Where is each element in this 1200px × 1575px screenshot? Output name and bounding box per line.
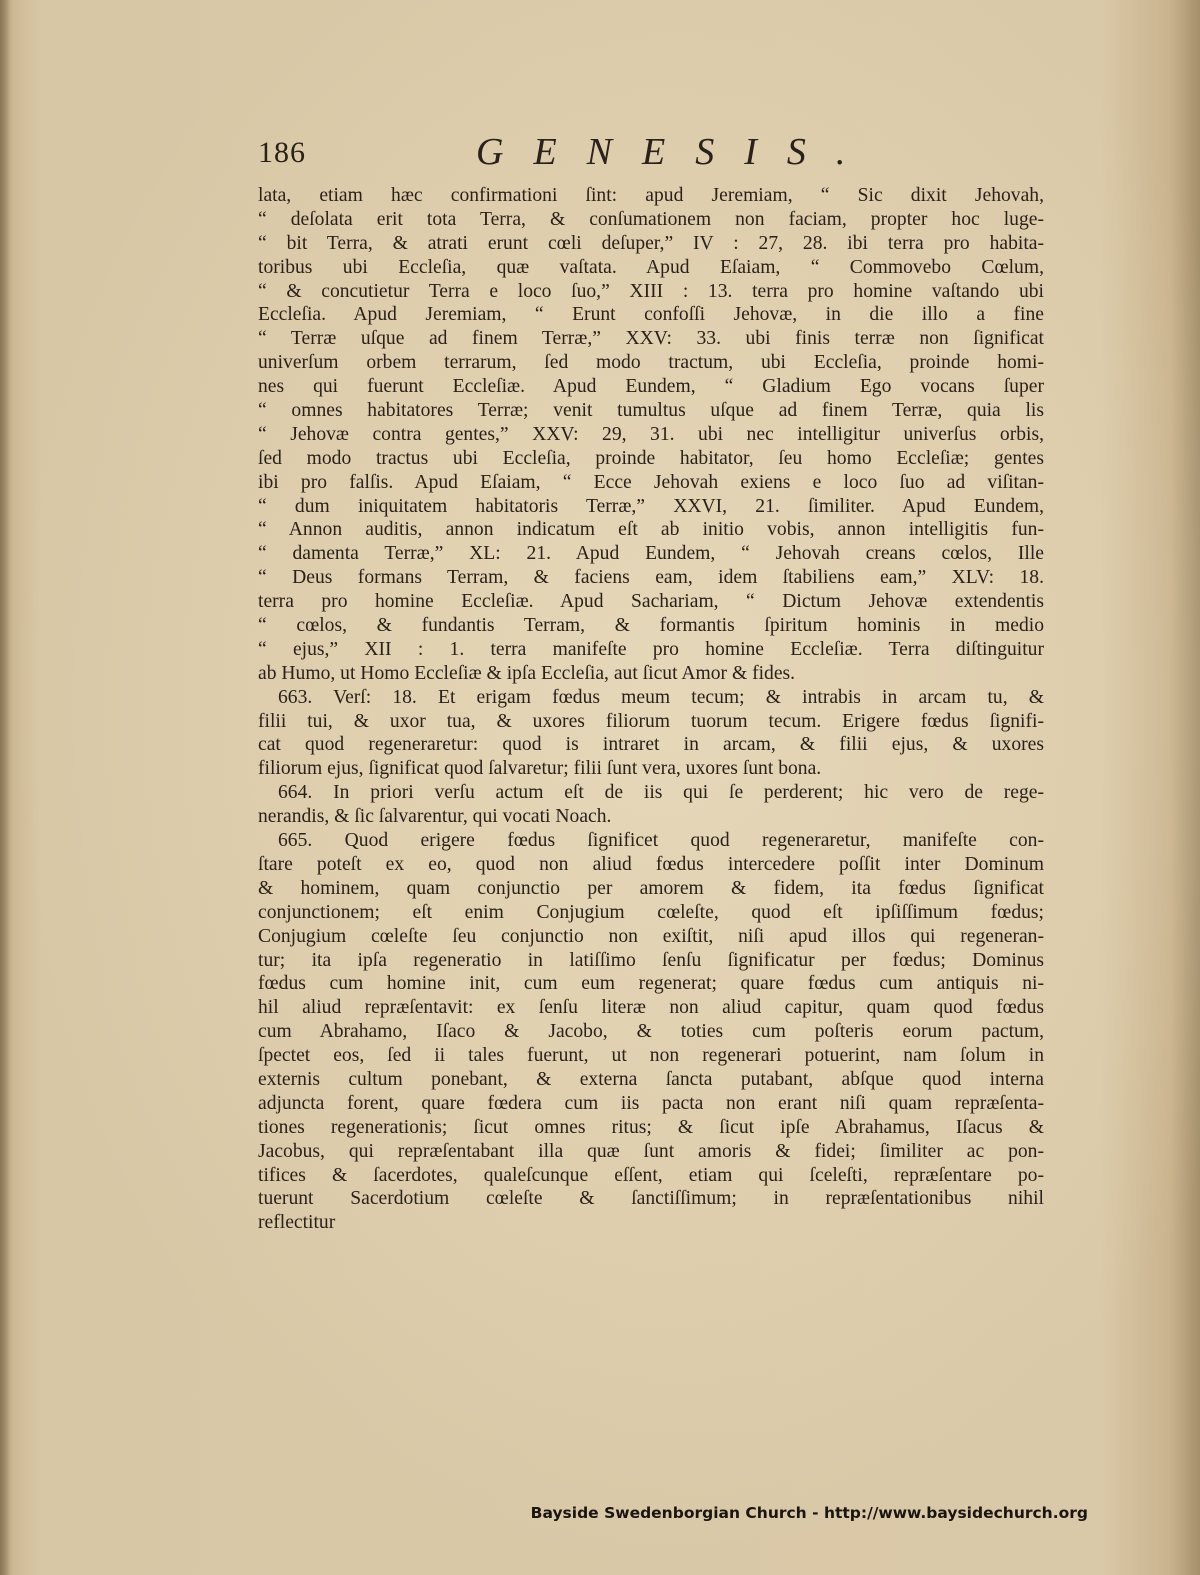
text-line: cum Abrahamo, Iſaco & Jacobo, & toties cum poſteris eorum pactum, (258, 1021, 1044, 1043)
text-line: nes qui fuerunt Eccleſiæ. Apud Eundem, “ Gladium Ego vocans ſuper (258, 376, 1044, 398)
catchword (258, 1235, 1044, 1259)
text-line: “ omnes habitatores Terræ; venit tumultus uſque ad finem Terræ, quia lis (258, 400, 1044, 422)
running-title: GENESIS. (476, 131, 876, 173)
text-line: univerſum orbem terrarum, ſed modo tractum, ubi Eccleſia, proinde homi- (258, 352, 1044, 374)
text-line: reflectitur (258, 1212, 336, 1234)
text-line: cat quod regeneraretur: quod is intraret in arcam, & filii ejus, & uxores (258, 734, 1044, 756)
text-line: terra pro homine Eccleſiæ. Apud Sachariam, “ Dictum Jehovæ extendentis (258, 591, 1044, 613)
text-line: Conjugium cœleſte ſeu conjunctio non exiſtit, niſi apud illos qui regeneran- (258, 925, 1044, 947)
text-line: ſed modo tractus ubi Eccleſia, proinde habitator, ſeu homo Eccleſiæ; gentes (258, 447, 1044, 469)
text-line: 664. In priori verſu actum eſt de iis qui ſe perderent; hic vero de rege- (278, 782, 1044, 804)
text-line: hil aliud repræſentavit: ex ſenſu literæ non aliud capitur, quam quod fœdus (258, 997, 1044, 1019)
text-line: fœdus cum homine init, cum eum regenerat; quare fœdus cum antiquis ni- (258, 973, 1044, 995)
text-line: adjuncta forent, quare fœdera cum iis pacta non erant niſi quam repræſenta- (258, 1092, 1044, 1114)
text-line: lata, etiam hæc confirmationi ſint: apud Jeremiam, “ Sic dixit Jehovah, (258, 185, 1044, 206)
text-line: tuerunt Sacerdotium cœleſte & ſanctiſſimum; in repræſentationibus nihil (258, 1188, 1044, 1210)
text-line: “ ejus,” XII : 1. terra manifeſte pro homine Eccleſiæ. Terra diſtinguitur (258, 638, 1044, 660)
text-line: “ Terræ uſque ad finem Terræ,” XXV: 33. ubi finis terræ non ſignificat (258, 328, 1044, 350)
text-line: tiones regenerationis; ſicut omnes ritus; & ſicut ipſe Abrahamus, Iſacus & (258, 1116, 1044, 1138)
text-line: & hominem, quam conjunctio per amorem & fidem, ita fœdus ſignificat (258, 877, 1044, 899)
text-line: tur; ita ipſa regeneratio in latiſſimo ſenſu ſignificatur per fœdus; Dominus (258, 949, 1044, 971)
text-line: ſpectet eos, ſed ii tales fuerunt, ut non regenerari potuerint, nam ſolum in (258, 1045, 1044, 1067)
text-line: 665. Quod erigere fœdus ſignificet quod regeneraretur, manifeſte con- (278, 830, 1044, 852)
text-line: “ Jehovæ contra gentes,” XXV: 29, 31. ubi nec intelligitur univerſus orbis, (258, 423, 1044, 445)
text-line: filiorum ejus, ſignificat quod ſalvaretur; filii ſunt vera, uxores ſunt bona. (258, 758, 822, 780)
text-line: “ & concutietur Terra e loco ſuo,” XIII : 13. terra pro homine vaſtando ubi (258, 280, 1044, 302)
text-line: ab Humo, ut Homo Eccleſiæ & ipſa Eccleſia, aut ſicut Amor & fides. (258, 662, 796, 684)
text-line: conjunctionem; eſt enim Conjugium cœleſte, quod eſt ipſiſſimum fœdus; (258, 901, 1044, 923)
text-line: ſtare poteſt ex eo, quod non aliud fœdus intercedere poſſit inter Dominum (258, 853, 1044, 875)
text-line: toribus ubi Eccleſia, quæ vaſtata. Apud Eſaiam, “ Commovebo Cœlum, (258, 256, 1044, 278)
text-line: tifices & ſacerdotes, qualeſcunque eſſent, etiam qui ſceleſti, repræſentare po- (258, 1164, 1044, 1186)
page-gutter-shadow (0, 0, 10, 1575)
body-text (258, 184, 1044, 1259)
text-line: nerandis, & ſic ſalvarentur, qui vocati Noach. (258, 806, 612, 828)
footer-credit: Bayside Swedenborgian Church - http://www.baysidechurch.org (530, 1504, 1088, 1522)
text-line: “ dum iniquitatem habitatoris Terræ,” XXVI, 21. ſimiliter. Apud Eundem, (258, 495, 1044, 517)
text-line: “ damenta Terræ,” XL: 21. Apud Eundem, “ Jehovah creans cœlos, Ille (258, 543, 1044, 565)
text-line: Jacobus, qui repræſentabant illa quæ ſunt amoris & fidei; ſimiliter ac pon- (258, 1140, 1044, 1162)
text-line: externis cultum ponebant, & externa ſancta putabant, abſque quod interna (258, 1068, 1044, 1090)
text-line: filii tui, & uxor tua, & uxores filiorum tuorum tecum. Erigere fœdus ſignifi- (258, 710, 1044, 732)
page-number: 186 (258, 136, 306, 169)
text-line: ibi pro falſis. Apud Eſaiam, “ Ecce Jehovah exiens e loco ſuo ad viſitan- (258, 471, 1044, 493)
text-line: “ Annon auditis, annon indicatum eſt ab initio vobis, annon intelligitis fun- (258, 519, 1044, 541)
text-line: “ deſolata erit tota Terra, & conſumationem non faciam, propter hoc luge- (258, 208, 1044, 230)
text-line: Eccleſia. Apud Jeremiam, “ Erunt confoſſi Jehovæ, in die illo a fine (258, 304, 1044, 326)
text-line: “ Deus formans Terram, & faciens eam, idem ſtabiliens eam,” XLV: 18. (258, 567, 1044, 589)
text-line: “ bit Terra, & atrati erunt cœli deſuper,” IV : 27, 28. ibi terra pro habita- (258, 232, 1044, 254)
text-line: “ cœlos, & fundantis Terram, & formantis ſpiritum hominis in medio (258, 615, 1044, 637)
text-line: 663. Verſ: 18. Et erigam fœdus meum tecum; & intrabis in arcam tu, & (278, 686, 1044, 708)
